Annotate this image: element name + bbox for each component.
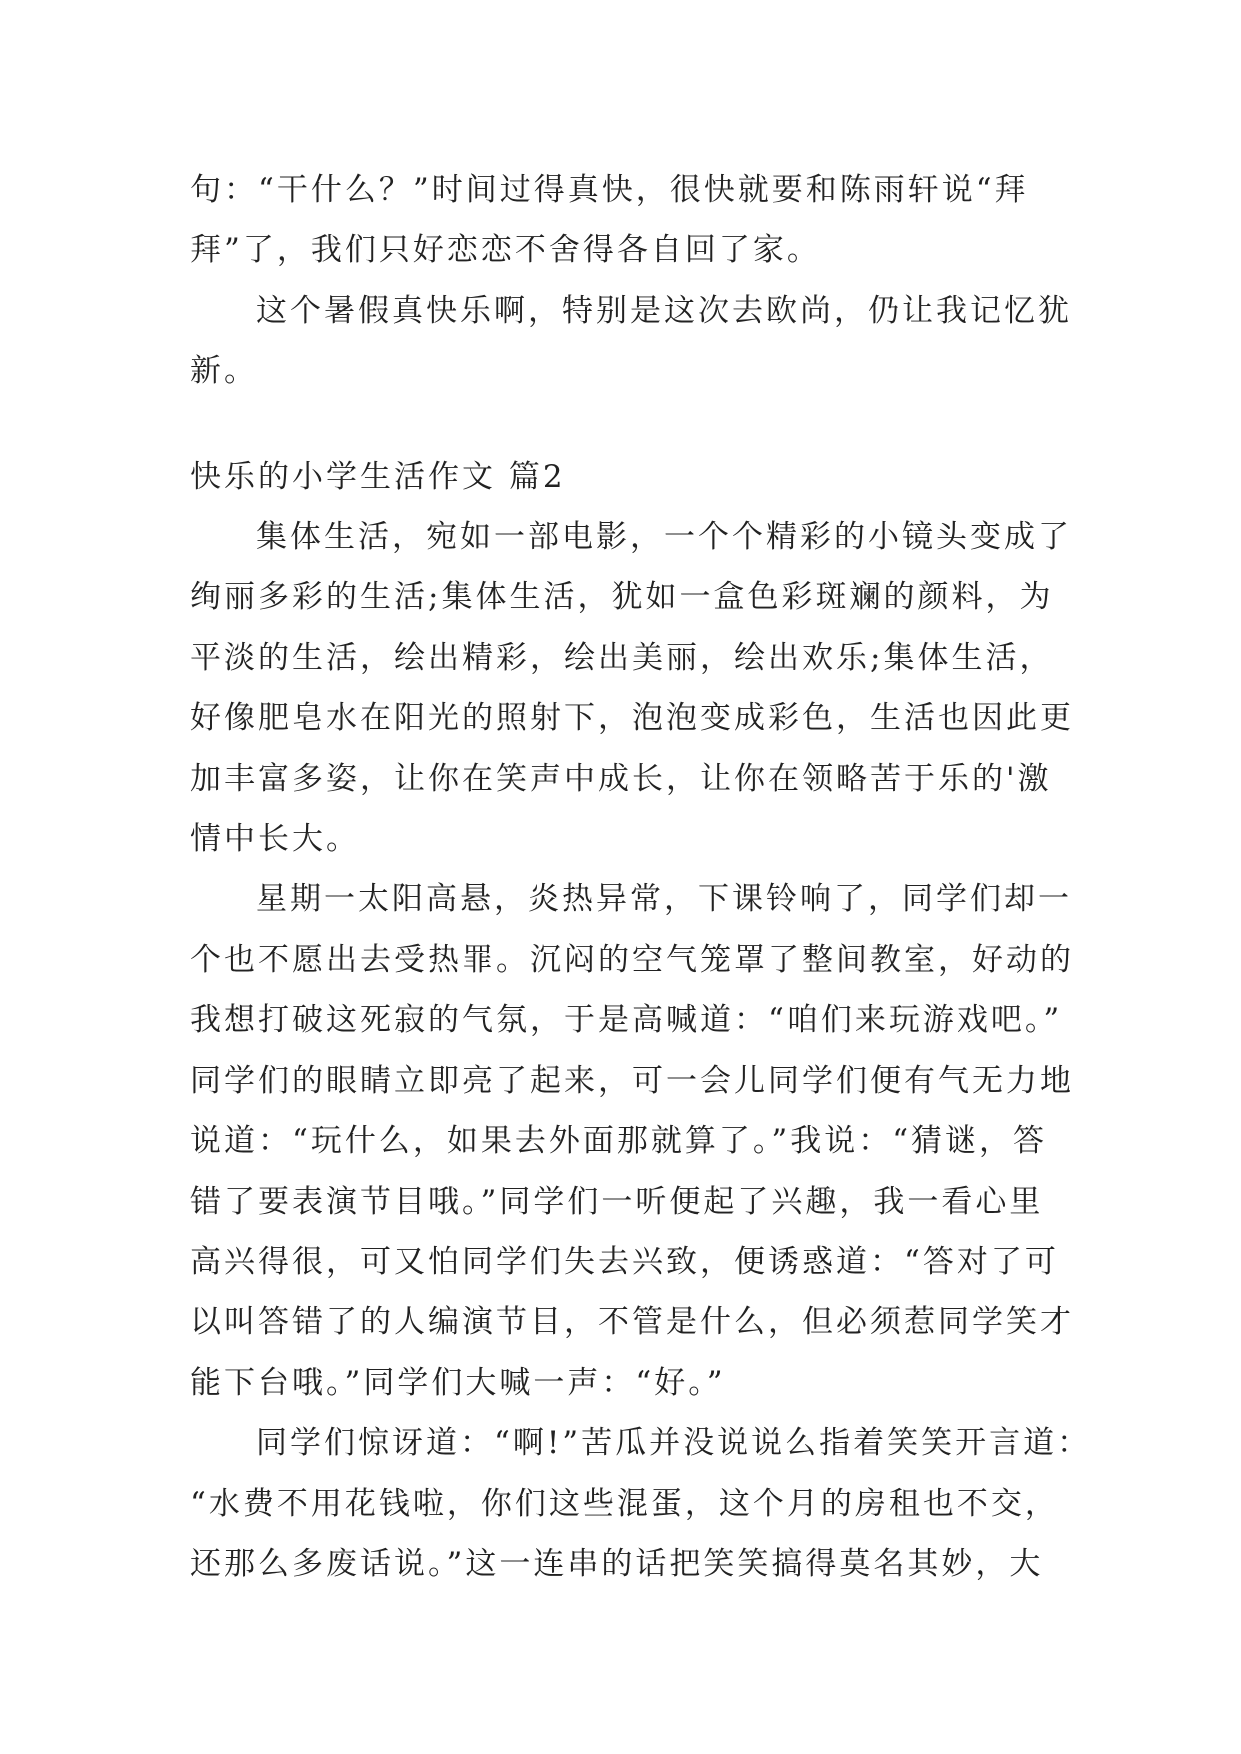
text-line: 新。 [190,353,258,390]
text-line: 高兴得很，可又怕同学们失去兴致，便诱惑道：“答对了可 [190,1243,1059,1280]
text-line: 这个暑假真快乐啊，特别是这次去欧尚，仍让我记忆犹 [256,292,1072,329]
text-line: 平淡的生活，绘出精彩，绘出美丽，绘出欢乐;集体生活， [190,639,1054,676]
intro-paragraph-2 [190,281,1070,402]
text-line: 情中长大。 [190,821,360,858]
text-line: 我想打破这死寂的气氛，于是高喊道：“咱们来玩游戏吧。” [190,1002,1063,1039]
text-line: 绚丽多彩的生活;集体生活，犹如一盒色彩斑斓的颜料，为 [190,579,1054,616]
text-line: 同学们的眼睛立即亮了起来，可一会儿同学们便有气无力地 [190,1062,1074,1099]
text-line: 以叫答错了的人编演节目，不管是什么，但必须惹同学笑才 [190,1304,1074,1341]
text-line: 说道：“玩什么，如果去外面那就算了。”我说：“猜谜，答 [190,1123,1048,1160]
text-line: 句：“干什么？”时间过得真快，很快就要和陈雨轩说“拜 [190,172,1029,208]
section-paragraph-1 [190,507,1074,869]
document-body [190,160,1092,1594]
text-line: 错了要表演节目哦。”同学们一听便起了兴趣，我一看心里 [190,1183,1044,1220]
text-line: 好像肥皂水在阳光的照射下，泡泡变成彩色，生活也因此更 [190,700,1074,737]
section-paragraph-3 [190,1413,1092,1594]
section-paragraph-2 [190,869,1074,1413]
text-line: 集体生活，宛如一部电影，一个个精彩的小镜头变成了 [256,519,1072,556]
text-line: 能下台哦。”同学们大喊一声：“好。” [190,1364,726,1401]
section-heading: 快乐的小学生活作文 篇2 [190,458,566,495]
text-line: 加丰富多姿，让你在笑声中成长，让你在领略苦于乐的'激 [190,760,1052,797]
text-line: 拜”了，我们只好恋恋不舍得各自回了家。 [190,232,821,269]
text-line: “水费不用花钱啦，你们这些混蛋，这个月的房租也不交， [190,1485,1059,1522]
text-line: 星期一太阳高悬，炎热异常，下课铃响了，同学们却一 [256,881,1072,918]
text-line: 同学们惊讶道：“啊!”苦瓜并没说说么指着笑笑开言道： [256,1425,1092,1462]
text-line: 个也不愿出去受热罪。沉闷的空气笼罩了整间教室，好动的 [190,941,1074,978]
intro-paragraph-1 [190,160,1070,281]
text-line: 还那么多废话说。”这一连串的话把笑笑搞得莫名其妙，大 [190,1545,1044,1582]
